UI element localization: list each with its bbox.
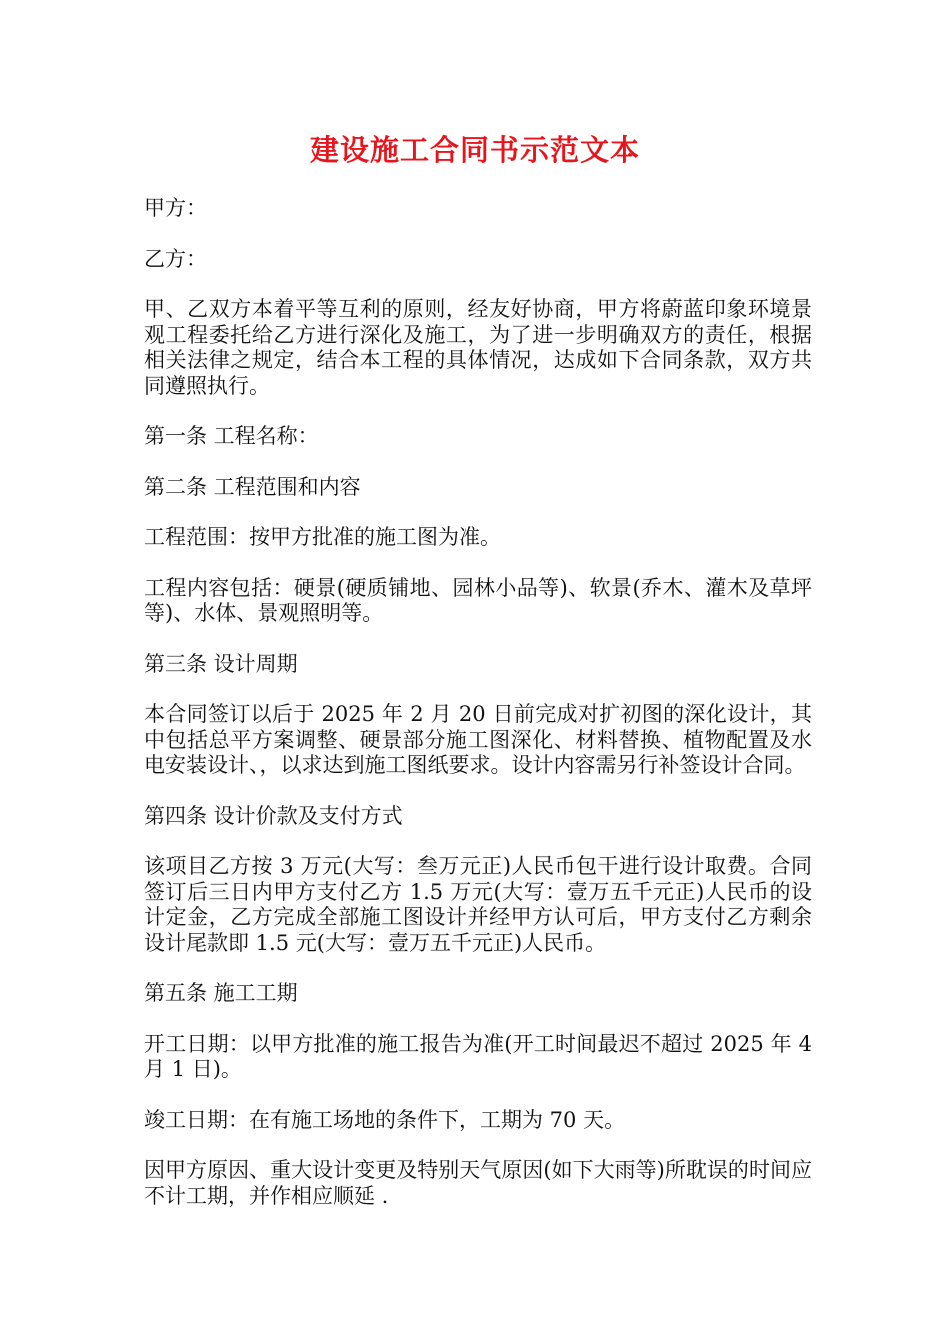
delay-paragraph: 因甲方原因、重大设计变更及特别天气原因(如下大雨等)所耽误的时间应不计工期，并作相应顺延 . <box>144 1158 812 1208</box>
design-period-paragraph: 本合同签订以后于 2025 年 2 月 20 日前完成对扩初图的深化设计，其中包括总平方案调整、硬景部分施工图深化、材料替换、植物配置及水电安装设计、，以求达到施工图纸要求。设计内容需另行补签设计合同。 <box>144 702 812 777</box>
article-3-heading: 第三条 设计周期 <box>144 651 298 676</box>
payment-paragraph: 该项目乙方按 3 万元(大写：叁万元正)人民币包干进行设计取费。合同签订后三日内甲方支付乙方 1.5 万元(大写：壹万五千元正)人民币的设计定金，乙方完成全部施工图设计并经甲方认可后，甲方支付乙方剩余设计尾款即 1.5 元(大写：壹万五千元正)人民币。 <box>144 854 812 955</box>
party-a-line: 甲方： <box>144 196 207 220</box>
article-4-heading: 第四条 设计价款及支付方式 <box>144 803 403 828</box>
start-date-paragraph: 开工日期：以甲方批准的施工报告为准(开工时间最迟不超过 2025 年 4 月 1 日)。 <box>144 1031 812 1081</box>
article-2-heading: 第二条 工程范围和内容 <box>144 474 361 499</box>
document-title: 建设施工合同书示范文本 <box>309 133 640 167</box>
article-5-heading: 第五条 施工工期 <box>144 981 298 1005</box>
completion-date-paragraph: 竣工日期：在有施工场地的条件下，工期为 70 天。 <box>144 1107 626 1132</box>
content-paragraph: 工程内容包括：硬景(硬质铺地、园林小品等)、软景(乔木、灌木及草坪等)、水体、景观照明等。 <box>144 575 812 625</box>
article-1-heading: 第一条 工程名称： <box>144 424 319 448</box>
party-b-line: 乙方： <box>144 246 207 271</box>
scope-paragraph: 工程范围：按甲方批准的施工图为准。 <box>144 525 501 549</box>
document-body <box>144 196 812 1234</box>
preamble-paragraph: 甲、乙双方本着平等互利的原则，经友好协商，甲方将蔚蓝印象环境景观工程委托给乙方进行深化及施工，为了进一步明确双方的责任，根据相关法律之规定，结合本工程的具体情况，达成如下合同条款，双方共同遵照执行。 <box>144 297 812 398</box>
